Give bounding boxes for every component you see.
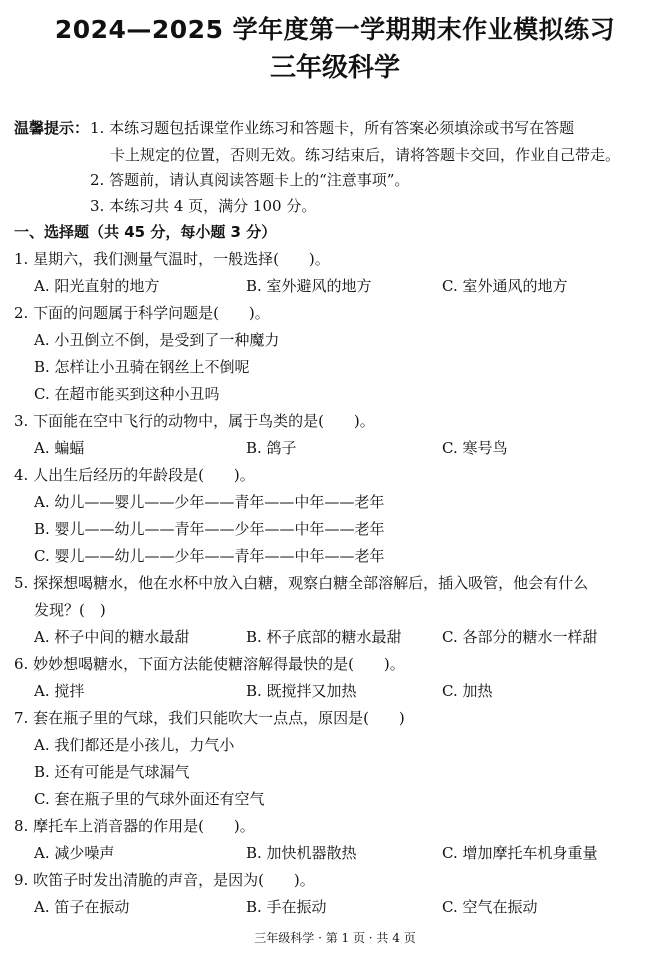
notice-item-1: 1. 本练习题包括课堂作业练习和答题卡，所有答案必须填涂或书写在答题 <box>90 119 575 137</box>
exam-title: 2024—2025 学年度第一学期期末作业模拟练习 <box>54 15 616 44</box>
option-b: B. 还有可能是气球漏气 <box>34 763 190 781</box>
option-b: B. 室外避风的地方 <box>246 277 372 295</box>
question-stem: 2. 下面的问题属于科学问题是( )。 <box>14 304 270 322</box>
option-c: C. 加热 <box>442 682 493 700</box>
notice-label: 温馨提示： <box>14 119 90 137</box>
option-a: A. 杯子中间的糖水最甜 <box>34 628 190 646</box>
option-c: C. 各部分的糖水一样甜 <box>442 628 598 646</box>
option-c: C. 套在瓶子里的气球外面还有空气 <box>34 790 265 808</box>
option-b: B. 杯子底部的糖水最甜 <box>246 628 402 646</box>
option-c: C. 寒号鸟 <box>442 439 508 457</box>
question-stem: 5. 探探想喝糖水，他在水杯中放入白糖，观察白糖全部溶解后，插入吸管，他会有什么 <box>14 574 589 592</box>
question-stem: 9. 吹笛子时发出清脆的声音，是因为( )。 <box>14 871 315 889</box>
page-footer: 三年级科学 · 第 1 页 · 共 4 页 <box>254 931 416 945</box>
option-b: B. 加快机器散热 <box>246 844 357 862</box>
option-b: B. 鸽子 <box>246 439 297 457</box>
option-c: C. 在超市能买到这种小丑吗 <box>34 385 220 403</box>
question-stem: 8. 摩托车上消音器的作用是( )。 <box>14 817 255 835</box>
option-c: C. 增加摩托车机身重量 <box>442 844 598 862</box>
section-heading: 一、选择题（共 45 分，每小题 3 分） <box>14 223 277 241</box>
option-a: A. 减少噪声 <box>34 844 115 862</box>
option-a: A. 阳光直射的地方 <box>34 277 160 295</box>
option-b: B. 怎样让小丑骑在钢丝上不倒呢 <box>34 358 250 376</box>
option-b: B. 手在振动 <box>246 898 327 916</box>
option-c: C. 室外通风的地方 <box>442 277 568 295</box>
notice-item-2: 2. 答题前，请认真阅读答题卡上的“注意事项”。 <box>90 171 410 189</box>
option-c: C. 空气在振动 <box>442 898 538 916</box>
notice-item-1-cont: 卡上规定的位置，否则无效。练习结束后，请将答题卡交回，作业自己带走。 <box>110 146 621 164</box>
option-a: A. 小丑倒立不倒，是受到了一种魔力 <box>34 331 280 349</box>
option-a: A. 幼儿——婴儿——少年——青年——中年——老年 <box>34 493 385 511</box>
option-a: A. 笛子在振动 <box>34 898 130 916</box>
question-stem-cont: 发现？( ) <box>34 601 106 619</box>
question-stem: 3. 下面能在空中飞行的动物中，属于鸟类的是( )。 <box>14 412 375 430</box>
option-b: B. 既搅拌又加热 <box>246 682 357 700</box>
option-a: A. 搅拌 <box>34 682 85 700</box>
option-a: A. 蝙蝠 <box>34 439 85 457</box>
exam-subtitle: 三年级科学 <box>269 53 400 83</box>
question-stem: 1. 星期六，我们测量气温时，一般选择( )。 <box>14 250 330 268</box>
notice-item-3: 3. 本练习共 4 页，满分 100 分。 <box>90 197 317 215</box>
question-stem: 4. 人出生后经历的年龄段是( )。 <box>14 466 255 484</box>
question-stem: 7. 套在瓶子里的气球，我们只能吹大一点点，原因是( ) <box>14 709 405 727</box>
option-c: C. 婴儿——幼儿——少年——青年——中年——老年 <box>34 547 385 565</box>
option-a: A. 我们都还是小孩儿，力气小 <box>34 736 235 754</box>
question-stem: 6. 妙妙想喝糖水，下面方法能使糖溶解得最快的是( )。 <box>14 655 405 673</box>
option-b: B. 婴儿——幼儿——青年——少年——中年——老年 <box>34 520 385 538</box>
